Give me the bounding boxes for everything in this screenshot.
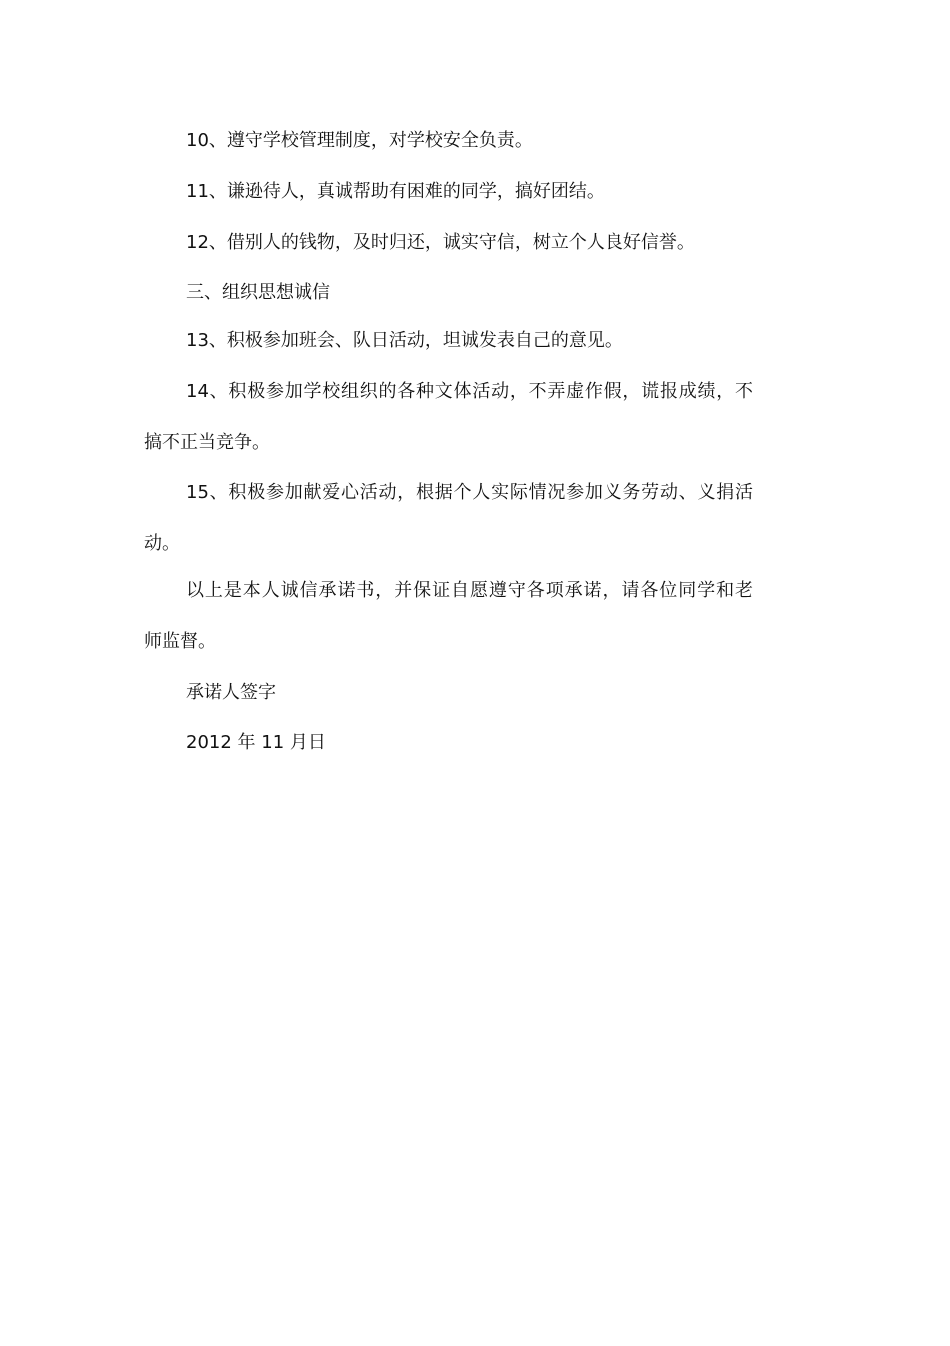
section-heading-3: 三、组织思想诚信 (186, 282, 330, 303)
closing-paragraph-line-2: 师监督。 (144, 631, 216, 652)
date-line: 2012 年 11 月日 (186, 732, 326, 753)
item-13: 13、积极参加班会、队日活动，坦诚发表自己的意见。 (186, 330, 623, 351)
signature-label: 承诺人签字 (186, 682, 276, 703)
item-15-line-1: 15、积极参加献爱心活动，根据个人实际情况参加义务劳动、义捐活 (186, 482, 753, 503)
item-12: 12、借别人的钱物，及时归还，诚实守信，树立个人良好信誉。 (186, 232, 695, 253)
closing-paragraph-line-1: 以上是本人诚信承诺书，并保证自愿遵守各项承诺，请各位同学和老 (186, 580, 753, 601)
item-10: 10、遵守学校管理制度，对学校安全负责。 (186, 130, 533, 151)
item-14-line-1: 14、积极参加学校组织的各种文体活动，不弄虚作假，谎报成绩，不 (186, 381, 753, 402)
item-11: 11、谦逊待人，真诚帮助有困难的同学，搞好团结。 (186, 181, 605, 202)
item-15-line-2: 动。 (144, 533, 180, 554)
item-14-line-2: 搞不正当竞争。 (144, 432, 270, 453)
